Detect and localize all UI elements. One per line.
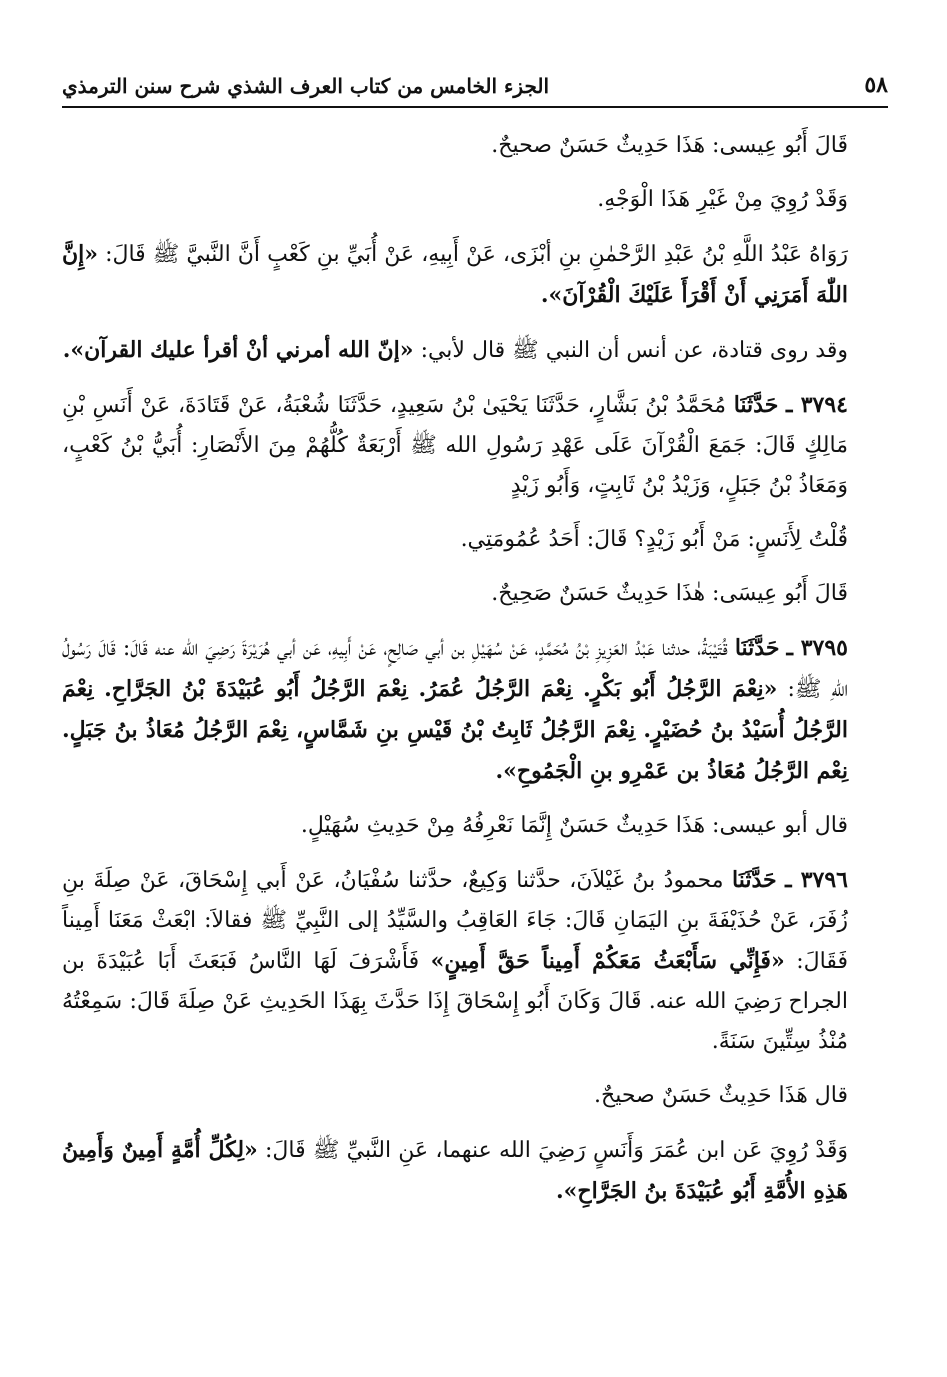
page [62,72,888,1226]
hadith-text: محمودُ بنُ غَيْلاَنَ، حدَّثنا وَكِيعٌ، حدَّثنا سُفْيَانُ، عَنْ أَبي إِسْحَاقَ، عَنْ صِلَةَ بنِ زُفَرَ، عَنْ حُذَيْفَةَ بنِ اليَمَانِ قَالَ: جَاءَ العَاقِبُ والسَّيِّدُ إلى النَّبِيِّ ﷺ فقالاَ: ابْعَثْ مَعَنَا أَمِيناً فَقَالَ: [62,868,849,974]
hadith-3794 [62,385,888,506]
haddathana-word: حَدَّثَنَا [733,392,779,418]
paragraph-12-quote: «لِكُلِّ أُمَّةٍ أَمِينٌ وَأَمِينُ هَذِهِ الأُمَّةِ أَبُو عُبَيْدَةَ بنُ الجَرَّاحِ». [62,1137,848,1204]
haddathana-word: حَدَّثَنَا [732,867,777,893]
hadith-number: ٣٧٩٤ ـ [785,392,848,418]
haddathana-word: حَدَّثَنَا [734,635,780,661]
paragraph-3-text: رَوَاهُ عَبْدُ اللَّهِ بْنُ عَبْدِ الرَّحْمٰنِ بنِ أبْزَى، عَنْ أَبِيهِ، عَنْ أُبَيِّ بنِ كَعْبٍ أَنَّ النَّبيَّ ﷺ قَالَ: [105,242,848,267]
hadith-quote: «نِعْمَ الرَّجُلُ أَبُو بَكْرٍ. نِعْمَ الرَّجُلُ عُمَرُ. نِعْمَ الرَّجُلُ أَبُو عُبَيْدَةَ بْنُ الجَرَّاحِ. نِعْمَ الرَّجُلُ أُسَيْدُ بنُ حُضَيْرٍ. نِعْمَ الرَّجُلُ ثَابِتُ بْنُ قَيْسِ بنِ شَمَّاسٍ، نِعْمَ الرَّجُلُ مُعَاذُ بنُ جَبَلٍ. نِعْم الرَّجُلُ مُعَاذُ بن عَمْرِو بنِ الْجَمُوحِ». [62,676,848,784]
paragraph-12 [62,1130,888,1212]
paragraph-6: قُلْتُ لِأَنَسٍ: مَنْ أَبُو زَيْدٍ؟ قَالَ: أَحَدُ عُمُومَتِي. [460,527,848,552]
hadith-text: قُتَيْبَةُ، حدثنا عَبْدُ العَزِيزِ بْنُ مُحَمَّدٍ، عَنْ سُهَيْلِ بن أبي صَالِحٍ، عَنْ أَبِيهِ، عَن أبي هُرَيْرَةَ رَضِيَ الله عنه قَالَ: قَالَ رَسُولُ اللّٰهِ ﷺ: [62,636,848,702]
hadith-3796 [62,860,888,1062]
page-header [62,72,888,108]
running-title: الجزء الخامس من كتاب العرف الشذي شرح سنن الترمذي [62,74,550,98]
hadith-text-continued: فَأَشْرَفَ لَهَا النَّاسُ فَبَعَثَ أَبَا عُبَيْدَةَ بن الجراح رَضِيَ الله عنه. قَالَ وَكَانَ أَبُو إِسْحَاقَ إِذَا حَدَّثَ بِهَذَا الحَدِيثِ عَنْ صِلَةَ قَالَ: سَمِعْتُهُ مُنْذُ سِتِّينَ سَنَةً. [62,949,848,1054]
hadith-quote: «فَإِنِّي سَأَبْعَثُ مَعَكُمْ أَمِيناً حَقَّ أَمِينٍ» [430,948,785,974]
paragraph-3 [62,234,888,316]
hadith-number: ٣٧٩٦ ـ [785,867,848,893]
paragraph-11: قال هَذَا حَدِيثٌ حَسَنٌ صحيحٌ. [594,1083,848,1108]
page-number: ٥٨ [864,72,888,98]
hadith-text: مُحَمَّدُ بْنُ بَشَّارٍ، حَدَّثَنَا يَحْيَىٰ بْنُ سَعِيدٍ، حَدَّثَنَا شُعْبَةُ، عَنْ قَتَادَةَ، عَنْ أَنَسِ بْنِ مَالِكٍ قَالَ: جَمَعَ الْقُرْآنَ عَلَى عَهْدِ رَسُولِ الله ﷺ أَرْبَعَةٌ كُلُّهُمْ مِنَ الأَنْصَارِ: أُبَيُّ بْنُ كَعْبٍ، وَمَعَاذُ بْنُ جَبَلٍ، وَزَيْدُ بْنُ ثَابِتٍ، وَأَبُو زَيْدٍ [62,393,848,498]
hadith-number: ٣٧٩٥ ـ [786,635,848,661]
paragraph-9: قال أبو عيسى: هَذَا حَدِيثٌ حَسَنٌ إِنَّمَا نَعْرِفُهُ مِنْ حَدِيثِ سُهَيْلٍ. [300,813,848,838]
paragraph-12-text: وَقَدْ رُوِيَ عَن ابن عُمَرَ وَأَنَسٍ رَضِيَ الله عنهما، عَنِ النَّبيِّ ﷺ قَالَ: [265,1138,848,1163]
paragraph-1: قَالَ أَبُو عِيسى: هَذَا حَدِيثٌ حَسَنٌ صحيحٌ. [491,133,848,158]
hadith-3795 [62,628,888,792]
paragraph-7: قَالَ أَبُو عِيسَى: هٰذَا حَدِيثٌ حَسَنٌ صَحِيحٌ. [491,581,848,606]
paragraph-3-quote: «إِنَّ اللّٰهَ أَمَرَنِي أَنْ أَقْرَأَ عَلَيْكَ الْقُرْآنَ». [62,241,848,308]
paragraph-4 [62,330,888,371]
page-body [62,126,888,1212]
paragraph-2: وَقَدْ رُوِيَ مِنْ غَيْرِ هَذَا الْوَجْهِ. [597,187,848,212]
paragraph-4-text: وقد روى قتادة، عن أنس أن النبي ﷺ قال لأبي: [420,338,848,363]
paragraph-4-quote: «إنّ الله أمرني أنْ أقرأ عليك القرآن». [62,337,414,363]
